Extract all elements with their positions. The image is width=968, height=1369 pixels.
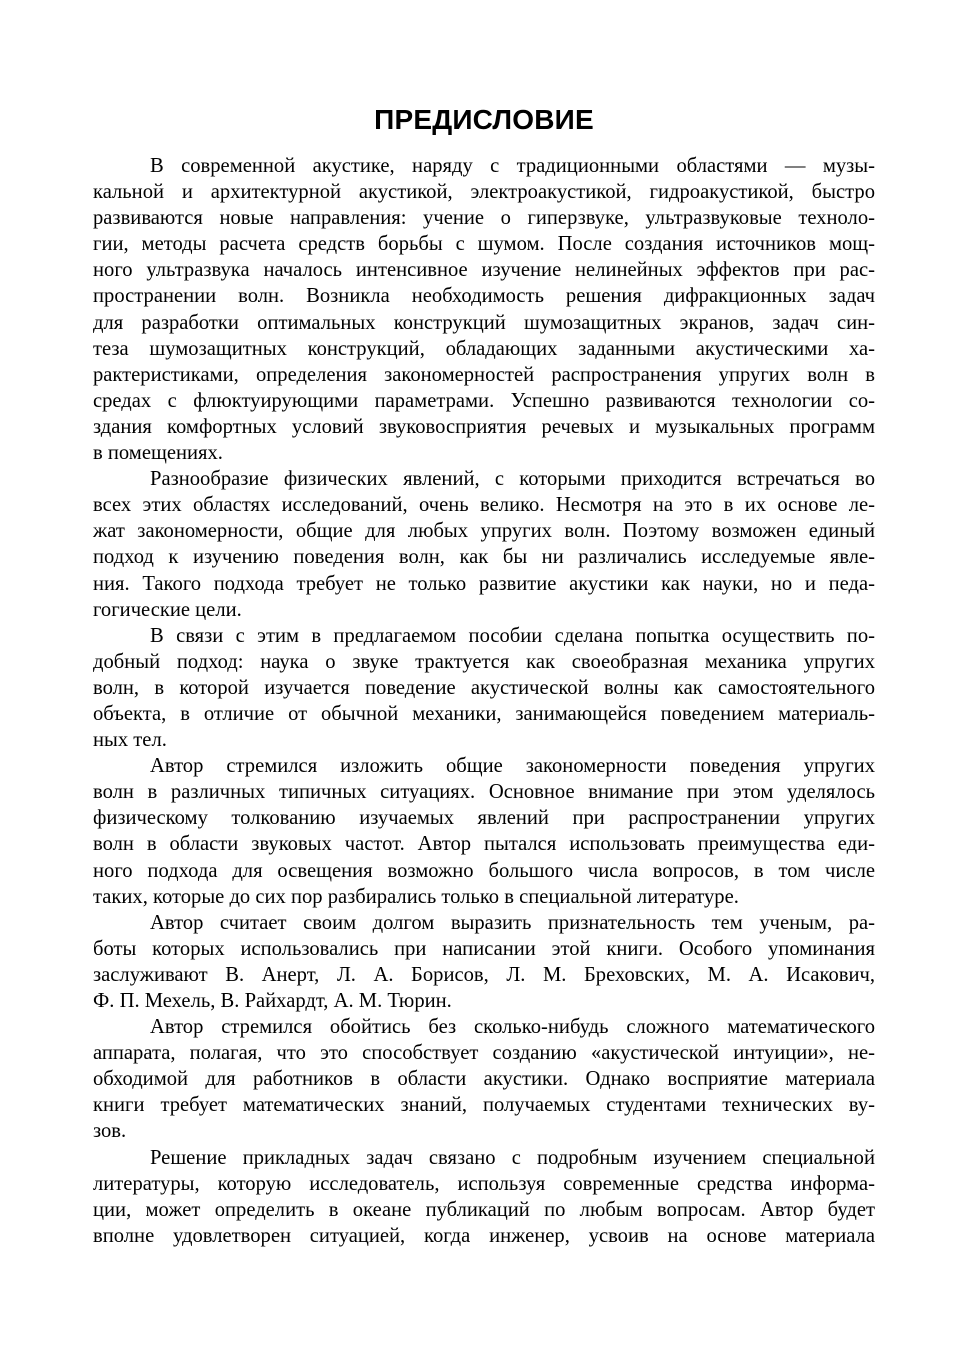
text-line: Разнообразие физических явлений, с которыми приходится встречаться во xyxy=(150,468,875,491)
text-line: Решение прикладных задач связано с подробным изучением специальной xyxy=(150,1146,875,1169)
text-line: аппарата, полагая, что это способствует созданию «акустической интуиции», не- xyxy=(93,1042,875,1065)
text-line: пространении волн. Возникла необходимость решения дифракционных задач xyxy=(93,285,875,308)
text-line: средах с флюктуирующими параметрами. Успешно развиваются технологии со- xyxy=(93,389,875,412)
text-line: рактеристиками, определения закономерностей распространения упругих волн в xyxy=(93,363,875,386)
preface-body xyxy=(93,153,875,1249)
text-line: волн, в которой изучается поведение акустической волны как самостоятельного xyxy=(93,676,875,699)
text-line: всех этих областях исследований, очень велико. Несмотря на это в их основе ле- xyxy=(93,494,875,517)
text-line: физическому толкованию изучаемых явлений при распространении упругих xyxy=(93,807,875,830)
text-line: волн в различных типичных ситуациях. Основное внимание при этом уделялось xyxy=(93,781,875,804)
text-line: Автор стремился изложить общие закономерности поведения упругих xyxy=(150,755,875,778)
text-line: в помещениях. xyxy=(93,442,223,465)
text-line: волн в области звуковых частот. Автор пытался использовать преимущества еди- xyxy=(93,833,875,856)
text-line: гогические цели. xyxy=(93,598,242,621)
text-line: ния. Такого подхода требует не только развитие акустики как науки, но и педа- xyxy=(93,572,875,595)
text-line: Автор стремился обойтись без сколько-нибудь сложного математического xyxy=(150,1016,875,1039)
text-line: ного ультразвука началось интенсивное изучение нелинейных эффектов при рас- xyxy=(93,259,875,282)
text-line: литературы, которую исследователь, используя современные средства информа- xyxy=(93,1172,875,1195)
text-line: гии, методы расчета средств борьбы с шумом. После создания источников мощ- xyxy=(93,233,875,256)
text-line: обходимой для работников в области акустики. Однако восприятие материала xyxy=(93,1068,875,1091)
text-line: заслуживают В. Анерт, Л. А. Борисов, Л. М. Бреховских, М. А. Исакович, xyxy=(93,963,875,986)
text-line: ного подхода для освещения возможно большого числа вопросов, в том числе xyxy=(93,859,875,882)
text-line: объекта, в отличие от обычной механики, занимающейся поведением материаль- xyxy=(93,702,875,725)
document-page xyxy=(93,100,875,1249)
text-line: вполне удовлетворен ситуацией, когда инженер, усвоив на основе материала xyxy=(93,1224,875,1247)
text-line: таких, которые до сих пор разбирались только в специальной литературе. xyxy=(93,885,739,908)
text-line: развиваются новые направления: учение о гиперзвуке, ультразвуковые техноло- xyxy=(93,207,875,230)
text-line: боты которых использовались при написании этой книги. Особого упоминания xyxy=(93,937,875,960)
text-line: зов. xyxy=(93,1120,127,1143)
text-line: В связи с этим в предлагаемом пособии сделана попытка осуществить по- xyxy=(150,624,875,647)
text-line: книги требует математических знаний, получаемых студентами технических ву- xyxy=(93,1094,875,1117)
text-line: жат закономерности, общие для любых упругих волн. Поэтому возможен единый xyxy=(93,520,875,543)
text-line: ных тел. xyxy=(93,729,167,752)
text-line: для разработки оптимальных конструкций шумозащитных экранов, задач син- xyxy=(93,311,875,334)
page-title: ПРЕДИСЛОВИЕ xyxy=(374,104,594,135)
text-line: подход к изучению поведения волн, как бы ни различались исследуемые явле- xyxy=(93,546,875,569)
text-line: добный подход: наука о звуке трактуется как своеобразная механика упругих xyxy=(93,650,875,673)
text-line: здания комфортных условий звуковосприятия речевых и музыкальных программ xyxy=(93,415,875,438)
text-line: теза шумозащитных конструкций, обладающих заданными акустическими ха- xyxy=(93,337,875,360)
text-line: Ф. П. Мехель, В. Райхардт, А. М. Тюрин. xyxy=(93,990,452,1012)
text-line: В современной акустике, наряду с традиционными областями — музы- xyxy=(150,155,875,177)
text-line: кальной и архитектурной акустикой, электроакустикой, гидроакустикой, быстро xyxy=(93,181,875,204)
text-line: ции, может определить в океане публикаций по любым вопросам. Автор будет xyxy=(93,1198,875,1221)
text-line: Автор считает своим долгом выразить признательность тем ученым, ра- xyxy=(150,911,875,934)
